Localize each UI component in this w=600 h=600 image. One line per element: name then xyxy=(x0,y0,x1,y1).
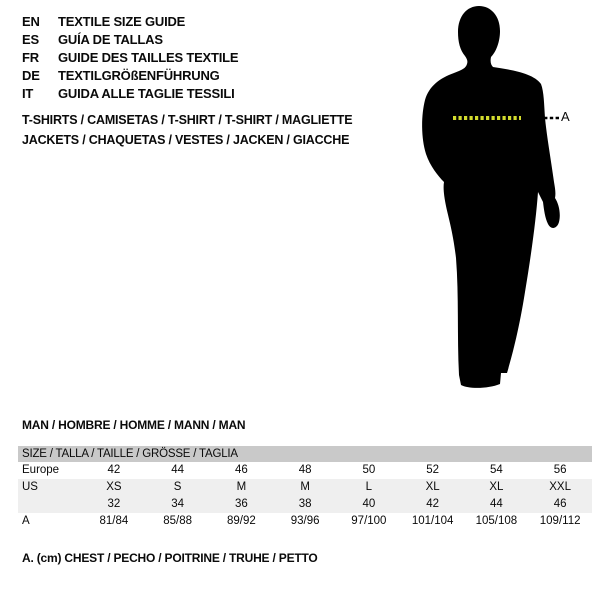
table-cell: 38 xyxy=(298,498,312,510)
table-cell: M xyxy=(300,481,310,493)
table-cell: XS xyxy=(106,481,122,493)
table-cell: 42 xyxy=(107,464,121,476)
table-cell: L xyxy=(365,481,373,493)
table-cell: 44 xyxy=(489,498,503,510)
language-title: TEXTILGRÖßENFÜHRUNG xyxy=(58,68,220,83)
language-title: GUIDA ALLE TAGLIE TESSILI xyxy=(58,86,235,101)
table-cell: 46 xyxy=(234,464,248,476)
table-cell: M xyxy=(236,481,247,493)
language-row-en xyxy=(22,13,238,31)
table-cell: 42 xyxy=(426,498,440,510)
size-table xyxy=(18,446,592,530)
measurement-footnote: A. (cm) CHEST / PECHO / POITRINE / TRUHE / PETTO xyxy=(22,551,318,565)
man-silhouette-icon xyxy=(400,0,600,400)
table-cell: 101/104 xyxy=(411,515,454,527)
table-cell: 54 xyxy=(489,464,503,476)
man-silhouette-figure xyxy=(400,0,600,400)
table-cell: 40 xyxy=(362,498,376,510)
table-row-us-numeric xyxy=(18,496,592,513)
table-row-us xyxy=(18,479,592,496)
table-cell: XL xyxy=(489,481,504,493)
table-cell: 32 xyxy=(107,498,121,510)
table-cell: 46 xyxy=(553,498,567,510)
row-label xyxy=(18,496,82,513)
language-row-de xyxy=(22,67,238,85)
category-jackets: JACKETS / CHAQUETAS / VESTES / JACKEN / GIACCHE xyxy=(22,133,350,147)
language-code: ES xyxy=(22,32,39,47)
row-label: Europe xyxy=(22,464,60,476)
language-code: EN xyxy=(22,14,40,29)
language-code: DE xyxy=(22,68,40,83)
table-cell: 97/100 xyxy=(351,515,387,527)
table-cell: 50 xyxy=(362,464,376,476)
table-row-chest-cm xyxy=(18,513,592,530)
language-code: FR xyxy=(22,50,39,65)
table-cell: 81/84 xyxy=(99,515,129,527)
table-cell: 109/112 xyxy=(539,515,581,527)
row-label: A xyxy=(22,515,30,527)
table-cell: 105/108 xyxy=(475,515,518,527)
table-cell: XXL xyxy=(549,481,571,493)
table-cell: XL xyxy=(425,481,440,493)
table-cell: 48 xyxy=(298,464,312,476)
table-cell: 34 xyxy=(171,498,185,510)
table-cell: S xyxy=(173,481,182,493)
table-cell: 44 xyxy=(171,464,185,476)
table-cell: 85/88 xyxy=(163,515,193,527)
table-cell: 56 xyxy=(553,464,567,476)
garment-category-block xyxy=(22,110,352,150)
language-title: GUIDE DES TAILLES TEXTILE xyxy=(58,50,239,65)
table-cell: 52 xyxy=(426,464,440,476)
language-title: GUÍA DE TALLAS xyxy=(58,32,163,47)
language-title: TEXTILE SIZE GUIDE xyxy=(58,14,186,29)
measure-marker-label: A xyxy=(561,109,570,124)
language-row-it xyxy=(22,85,238,103)
table-cell: 93/96 xyxy=(290,515,320,527)
table-cell: 89/92 xyxy=(226,515,256,527)
category-tshirts: T-SHIRTS / CAMISETAS / T-SHIRT / T-SHIRT / MAGLIETTE xyxy=(22,113,353,127)
row-label: US xyxy=(22,481,38,493)
size-table-header: SIZE / TALLA / TAILLE / GRÖSSE / TAGLIA xyxy=(18,446,592,462)
section-title-man: MAN / HOMBRE / HOMME / MANN / MAN xyxy=(22,418,246,432)
language-code: IT xyxy=(22,86,34,101)
table-row-europe xyxy=(18,462,592,479)
table-cell: 36 xyxy=(234,498,248,510)
language-row-es xyxy=(22,31,238,49)
language-row-fr xyxy=(22,49,238,67)
language-title-list xyxy=(22,13,238,103)
